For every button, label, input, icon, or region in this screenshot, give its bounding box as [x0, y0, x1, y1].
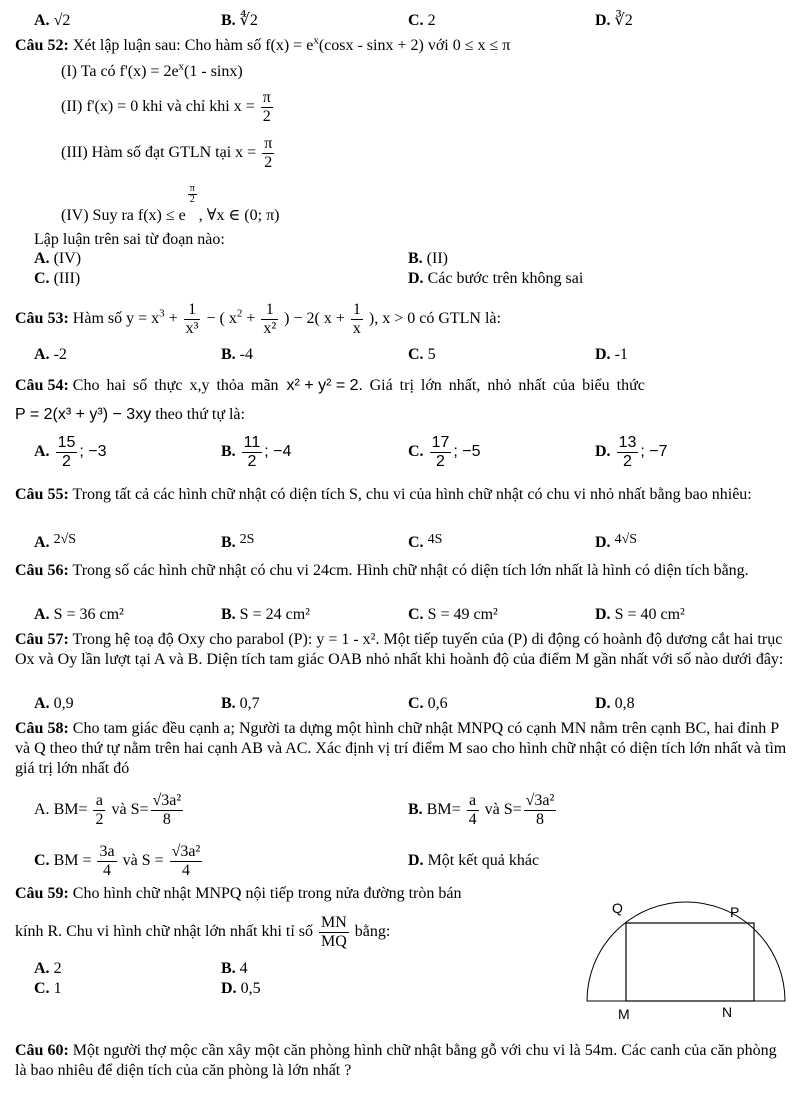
- q59-d-value: 0,5: [240, 980, 261, 997]
- q58-option-a: [34, 788, 185, 832]
- q52-b-label: B.: [408, 250, 423, 267]
- q57-option-d: [595, 694, 635, 714]
- q54-stem: Cho hai số thực x,y thỏa mãn: [72, 377, 279, 394]
- q54-stem2: . Giá trị lớn nhất, nhỏ nhất của biểu thức: [358, 377, 645, 394]
- q54-a-num: 15: [57, 433, 76, 451]
- q55-b-label: B.: [221, 534, 236, 551]
- q53-f1-den: x³: [185, 319, 199, 337]
- q58-a-snum: √3a²: [152, 791, 182, 809]
- q55-option-a: [34, 530, 76, 553]
- q58-c-snum: √3a²: [171, 842, 201, 860]
- q53-d-label: D.: [595, 346, 611, 363]
- q52-c-label: C.: [34, 270, 50, 287]
- q51-a-value: √2: [53, 12, 71, 29]
- q54-a-den: 2: [62, 452, 71, 470]
- q58-b-frac: [467, 792, 479, 829]
- q53-f1-num: 1: [184, 301, 201, 320]
- q57-b-label: B.: [221, 695, 236, 712]
- q56-stem-text: Trong số các hình chữ nhật có chu vi 24cm. Hình chữ nhật có diện tích lớn nhất là hình có diện tích bằng.: [72, 562, 749, 579]
- q56-d-label: D.: [595, 606, 611, 623]
- q58-c-frac: [97, 843, 116, 880]
- q56-a-value: S = 36 cm²: [53, 606, 124, 623]
- q58-a-den: 2: [95, 810, 104, 828]
- q52-stem: [15, 36, 510, 56]
- q54-d-den: 2: [623, 452, 632, 470]
- q56-option-a: [34, 605, 124, 625]
- q53-mid1: − ( x: [202, 310, 237, 327]
- q59-ratio-num: MN: [321, 913, 347, 931]
- q58-a-sden: 8: [162, 810, 171, 828]
- q53-c-label: C.: [408, 346, 424, 363]
- q55-stem-text: Trong tất cả các hình chữ nhật có diện tích S, chu vi của hình chữ nhật có chu vi nhỏ nhất bằng bao nhiêu:: [72, 486, 752, 503]
- q56-label: Câu 56:: [15, 562, 69, 579]
- q52-stem-tail: (cosx - sinx + 2) với 0 ≤ x ≤ π: [318, 37, 511, 54]
- q55-a-label: A.: [34, 534, 50, 551]
- q53-b-label: B.: [221, 346, 236, 363]
- q60-label: Câu 60:: [15, 1042, 69, 1059]
- q54-d-frac: [617, 434, 639, 471]
- q52-s3-pre: (III) Hàm số đạt GTLN tại x =: [61, 144, 257, 161]
- q52-option-c: [34, 269, 80, 289]
- fig-label-q: Q: [612, 900, 623, 916]
- q56-option-d: [595, 605, 685, 625]
- q59-stem1: Cho hình chữ nhật MNPQ nội tiếp trong nửa đường tròn bán: [72, 885, 462, 902]
- q59-option-b: [221, 959, 248, 979]
- q57-label: Câu 57:: [15, 631, 69, 648]
- q58-stem: [15, 719, 787, 779]
- q58-c-num: 3a: [99, 842, 115, 860]
- q59-b-value: 4: [239, 960, 248, 977]
- q58-option-b: [408, 788, 558, 832]
- q58-stem-text: Cho tam giác đều cạnh a; Người ta dựng một hình chữ nhật MNPQ có cạnh MN nằm trên cạnh BC, hai đỉnh P và Q theo thứ tự nằm trên hai cạnh AB và AC. Xác định vị trí điểm M sao cho hình chữ nhật có diện tích lớn nhất và tìm giá trị lớn nhất đó: [15, 720, 787, 777]
- q52-b-value: (II): [426, 250, 448, 267]
- q53-frac1: [184, 301, 201, 338]
- semicircle-shape: [587, 902, 785, 1001]
- q54-b-tail: ; −4: [264, 443, 292, 460]
- q52-a-label: A.: [34, 250, 50, 267]
- q56-option-b: [221, 605, 310, 625]
- q56-d-value: S = 40 cm²: [614, 606, 685, 623]
- q52-s4-post: , ∀x ∈ (0; π): [198, 207, 280, 224]
- q57-c-label: C.: [408, 695, 424, 712]
- q51-c-label: C.: [408, 12, 424, 29]
- q59-stem-line1: [15, 884, 461, 904]
- q53-sup2: 2: [236, 307, 243, 320]
- q54-option-d: [595, 432, 668, 472]
- q57-option-b: [221, 694, 260, 714]
- q55-c-label: C.: [408, 534, 424, 551]
- q58-a-mid: và S=: [111, 801, 149, 818]
- q54-c-frac: [430, 434, 452, 471]
- q53-option-b: [221, 345, 253, 365]
- q51-b-label: B.: [221, 12, 236, 29]
- q58-b-sden: 8: [535, 810, 544, 828]
- q59-option-c: [34, 979, 62, 999]
- q54-stem3: theo thứ tự là:: [155, 406, 245, 423]
- q55-c-value: 4S: [427, 532, 443, 547]
- q55-option-c: [408, 530, 442, 553]
- q58-b-mid: và S=: [484, 801, 522, 818]
- q58-b-pre: BM=: [426, 801, 461, 818]
- q52-s1-sup: x: [178, 60, 185, 73]
- q52-d-label: D.: [408, 270, 424, 287]
- q57-c-value: 0,6: [427, 695, 448, 712]
- q59-label: Câu 59:: [15, 885, 69, 902]
- q51-d-label: D.: [595, 12, 611, 29]
- q53-a-label: A.: [34, 346, 50, 363]
- q58-a-sfrac: [151, 792, 184, 829]
- q56-c-label: C.: [408, 606, 424, 623]
- q54-a-frac: [56, 434, 78, 471]
- q52-s1-post: (1 - sinx): [184, 63, 243, 80]
- q53-stem-post: ), x > 0 có GTLN là:: [364, 310, 501, 327]
- q52-s2-pre: (II) f'(x) = 0 khi và chỉ khi x =: [61, 98, 255, 115]
- q59-ratio: [319, 914, 349, 951]
- q53-sup3: 3: [159, 307, 165, 320]
- q57-option-c: [408, 694, 448, 714]
- q60-stem: [15, 1041, 787, 1081]
- q54-b-label: B.: [221, 443, 236, 460]
- q56-c-value: S = 49 cm²: [427, 606, 498, 623]
- q59-b-label: B.: [221, 960, 236, 977]
- q52-statement-2: [61, 87, 275, 127]
- q51-c-value: 2: [427, 12, 436, 29]
- q52-option-d: [408, 269, 583, 289]
- q58-c-label: C.: [34, 852, 50, 869]
- q57-d-label: D.: [595, 695, 611, 712]
- q52-c-value: (III): [53, 270, 81, 287]
- q58-a-num: a: [93, 792, 105, 811]
- q53-mid2: ) − 2( x +: [280, 310, 349, 327]
- q59-c-label: C.: [34, 980, 50, 997]
- q54-label: Câu 54:: [15, 377, 69, 394]
- q52-d-value: Các bước trên không sai: [427, 270, 584, 287]
- q54-b-num: 11: [243, 433, 261, 451]
- q51-option-c: [408, 11, 436, 31]
- q58-b-snum: √3a²: [525, 791, 555, 809]
- q55-d-value: 4√S: [614, 532, 638, 547]
- q56-option-c: [408, 605, 498, 625]
- q52-option-a: [34, 249, 81, 269]
- q56-stem: [15, 561, 785, 581]
- q58-b-label: B.: [408, 801, 423, 818]
- q52-s3-num: π: [264, 134, 273, 152]
- q58-d-value: Một kết quả khác: [427, 852, 540, 869]
- q54-expr: P = 2(x³ + y³) − 3xy: [15, 406, 152, 423]
- q59-option-a: [34, 959, 62, 979]
- q52-s4-exponent: [188, 184, 197, 205]
- q58-c-sfrac: [170, 843, 203, 880]
- q59-stem-line2: [15, 910, 390, 954]
- q52-s3-den: 2: [264, 153, 273, 171]
- fig-label-m: M: [618, 1006, 630, 1022]
- q57-stem: [15, 630, 787, 670]
- q60-stem-text: Một người thợ mộc cần xây một căn phòng hình chữ nhật bằng gỗ với chu vi là 54m. Các canh của căn phòng là bao nhiêu để diện tích của căn phòng là lớn nhất ?: [15, 1042, 777, 1079]
- q52-a-value: (IV): [53, 250, 82, 267]
- q54-d-tail: ; −7: [640, 443, 668, 460]
- q52-s2-num: π: [262, 88, 271, 106]
- rectangle-mnpq: [626, 923, 754, 1001]
- q51-a-label: A.: [34, 12, 50, 29]
- q59-ratio-den: MQ: [321, 932, 347, 950]
- q53-b-value: -4: [239, 346, 253, 363]
- q58-c-den: 4: [103, 861, 112, 879]
- q57-a-label: A.: [34, 695, 50, 712]
- q54-option-c: [408, 432, 481, 472]
- q53-f2-den: x²: [263, 319, 277, 337]
- q54-b-den: 2: [247, 452, 257, 470]
- q55-b-value: 2S: [239, 532, 255, 547]
- q54-c-tail: ; −5: [453, 443, 481, 460]
- q57-stem-text: Trong hệ toạ độ Oxy cho parabol (P): y = 1 - x². Một tiếp tuyến của (P) di động có hoành độ dương cắt hai trục Ox và Oy lần lượt tại A và B. Diện tích tam giác OAB nhỏ nhất khi hoành độ của điểm M gần nhất với số nào dưới đây:: [15, 631, 784, 668]
- q58-a-pre: BM=: [53, 801, 88, 818]
- q52-stem-text: Xét lập luận sau: Cho hàm số f(x) = e: [72, 37, 314, 54]
- q59-d-label: D.: [221, 980, 237, 997]
- q56-b-value: S = 24 cm²: [239, 606, 310, 623]
- q53-stem: Câu 53: Hàm số $y = x^3$ + $\frac{1}{\text{x³}}$ − ( $x^2$ + $\frac{1}{\text{x²}}$ ) − 2( x + $\frac{1}{x}$ ), x > 0 có GTLN là:: [15, 300, 501, 337]
- q51-d-value: ∛2: [614, 12, 633, 29]
- q56-b-label: B.: [221, 606, 236, 623]
- q52-stem-sup: x: [313, 34, 319, 47]
- q54-option-b: [221, 432, 291, 472]
- q57-a-value: 0,9: [53, 695, 74, 712]
- q53-f2-num: 1: [261, 301, 278, 320]
- q52-s4-sup-num: π: [189, 183, 195, 194]
- q51-option-a: [34, 11, 70, 31]
- q58-b-num: a: [467, 792, 479, 811]
- q58-label: Câu 58:: [15, 720, 69, 737]
- q58-a-frac: [93, 792, 105, 829]
- q53-stem-pre: Hàm số y = x: [72, 310, 160, 327]
- q55-option-d: [595, 530, 637, 553]
- q58-c-mid: và S =: [122, 852, 164, 869]
- q54-c-num: 17: [431, 433, 450, 451]
- q57-b-value: 0,7: [239, 695, 260, 712]
- q53-frac2: [261, 301, 278, 338]
- q51-option-d: [595, 11, 633, 31]
- q57-option-a: [34, 694, 74, 714]
- q55-label: Câu 55:: [15, 486, 69, 503]
- q58-option-c: [34, 839, 204, 883]
- q51-b-value: ∜2: [239, 12, 258, 29]
- q54-stem-line1: [15, 376, 645, 396]
- q53-f3-num: 1: [352, 300, 361, 318]
- q54-c-den: 2: [436, 452, 445, 470]
- q52-statement-3: [61, 133, 276, 173]
- q53-a-value: -2: [53, 346, 67, 363]
- q53-option-c: [408, 345, 436, 365]
- q59-a-value: 2: [53, 960, 62, 977]
- q54-cond: x² + y² = 2: [286, 377, 359, 394]
- q57-d-value: 0,8: [614, 695, 635, 712]
- q59-figure: [582, 895, 792, 1025]
- q54-d-num: 13: [618, 433, 637, 451]
- q55-stem: [15, 485, 785, 505]
- q53-c-value: 5: [427, 346, 436, 363]
- q53-label: Câu 53:: [15, 310, 69, 327]
- q52-s4-pre: (IV) Suy ra f(x) ≤ e: [61, 207, 186, 224]
- q53-option-a: [34, 345, 67, 365]
- q53-f3-den: x: [352, 319, 361, 337]
- q53-d-value: -1: [614, 346, 628, 363]
- q59-stem2: kính R. Chu vi hình chữ nhật lớn nhất khi tỉ số: [15, 923, 314, 940]
- q58-c-sden: 4: [181, 861, 190, 879]
- q52-s2-fraction: [261, 89, 273, 126]
- q58-d-label: D.: [408, 852, 424, 869]
- q58-b-den: 4: [468, 810, 477, 828]
- q55-option-b: [221, 530, 254, 553]
- q59-c-value: 1: [53, 980, 62, 997]
- q58-option-d: [408, 851, 539, 871]
- q54-c-label: C.: [408, 443, 424, 460]
- q56-a-label: A.: [34, 606, 50, 623]
- q58-a-label: A.: [34, 801, 50, 818]
- fig-label-n: N: [722, 1004, 733, 1020]
- q53-plus: +: [164, 310, 182, 327]
- q52-option-b: [408, 249, 448, 269]
- q58-b-sfrac: [524, 792, 557, 829]
- q54-a-tail: ; −3: [79, 443, 107, 460]
- q52-statement-1: [61, 62, 243, 82]
- q52-s4-sup-den: 2: [189, 194, 195, 205]
- q55-d-label: D.: [595, 534, 611, 551]
- q52-s2-den: 2: [262, 107, 271, 125]
- q52-s3-fraction: [262, 135, 274, 172]
- q55-a-value: 2√S: [53, 532, 77, 547]
- q58-c-pre: BM =: [53, 852, 92, 869]
- q59-option-d: [221, 979, 261, 999]
- q52-s1-pre: (I) Ta có f'(x) = 2e: [61, 63, 179, 80]
- q59-stem3: bằng:: [354, 923, 391, 940]
- q53-option-d: [595, 345, 628, 365]
- q54-option-a: [34, 432, 107, 472]
- q53-frac3: [351, 301, 363, 338]
- q54-stem-line2: [15, 405, 245, 425]
- q52-statement-4: [61, 184, 279, 236]
- fig-label-p: P: [730, 904, 740, 920]
- q51-option-b: [221, 11, 258, 31]
- q54-b-frac: [242, 434, 263, 471]
- q52-label: Câu 52:: [15, 37, 69, 54]
- q54-a-label: A.: [34, 443, 50, 460]
- q59-a-label: A.: [34, 960, 50, 977]
- q54-d-label: D.: [595, 443, 611, 460]
- q52-question: Lập luận trên sai từ đoạn nào:: [34, 231, 225, 248]
